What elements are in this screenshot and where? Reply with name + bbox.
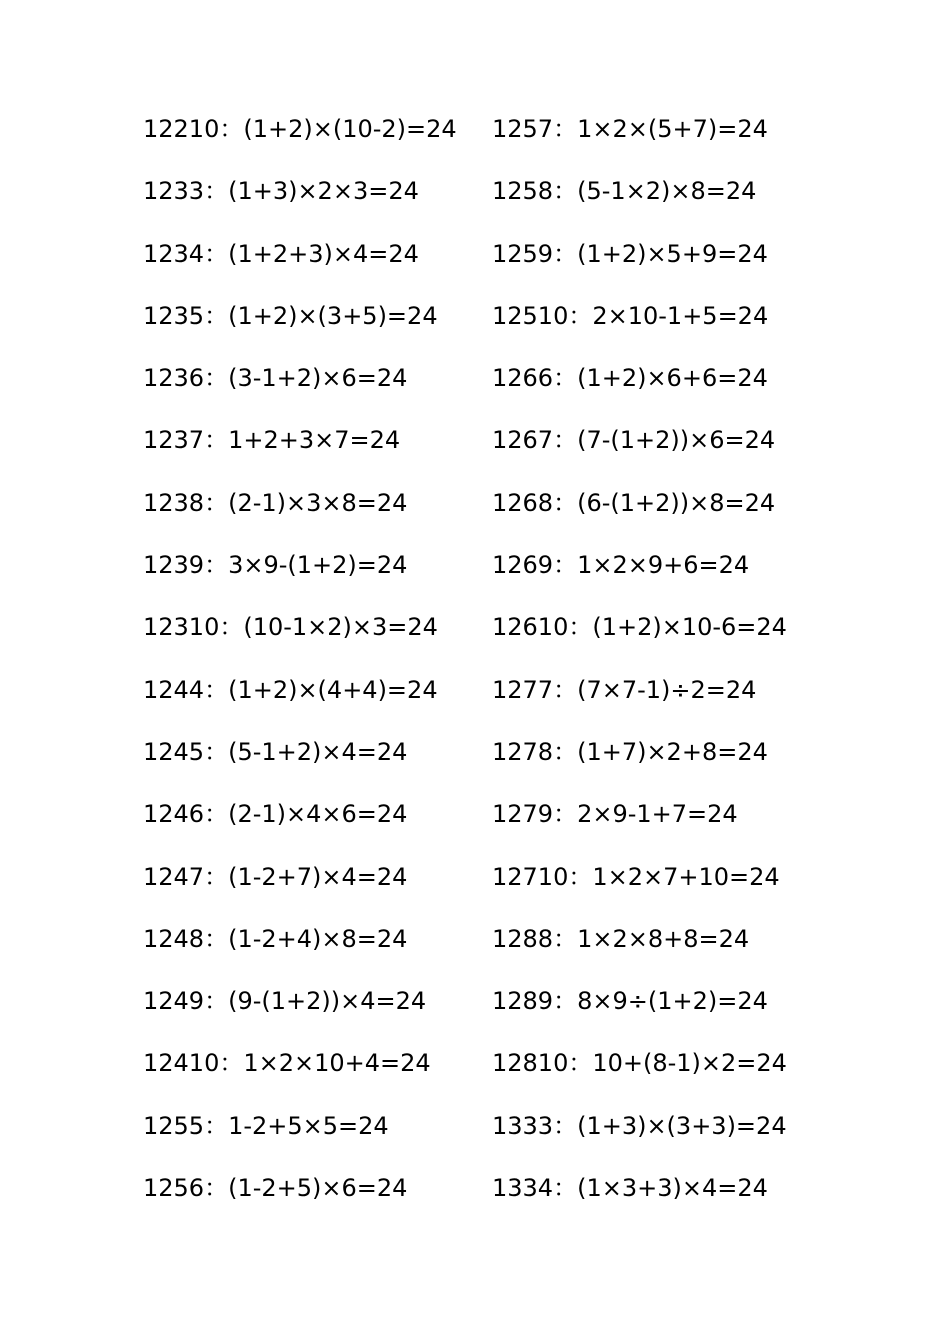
equation-line: 1257：1×2×(5+7)=24 xyxy=(492,115,768,143)
right-column xyxy=(492,110,787,1231)
equation-line: 1234：(1+2+3)×4=24 xyxy=(143,239,419,268)
equation-line: 1334：(1×3+3)×4=24 xyxy=(492,1174,768,1203)
equation-line: 1277：(7×7-1)÷2=24 xyxy=(492,675,757,704)
equation-line: 1268：(6-(1+2))×8=24 xyxy=(492,488,776,517)
equation-line: 12410：1×2×10+4=24 xyxy=(143,1049,431,1078)
equation-line: 12610：(1+2)×10-6=24 xyxy=(492,613,787,642)
equation-line: 1235：(1+2)×(3+5)=24 xyxy=(143,301,438,330)
equation-line: 12810：10+(8-1)×2=24 xyxy=(492,1049,787,1078)
equation-line: 1236：(3-1+2)×6=24 xyxy=(143,364,408,393)
equation-line: 12310：(10-1×2)×3=24 xyxy=(143,613,438,642)
equation-line: 1289：8×9÷(1+2)=24 xyxy=(492,987,768,1016)
equation-line: 1247：(1-2+7)×4=24 xyxy=(143,862,408,891)
equation-line: 1233：(1+3)×2×3=24 xyxy=(143,177,419,206)
equation-line: 1278：(1+7)×2+8=24 xyxy=(492,737,768,766)
equation-line: 1333：(1+3)×(3+3)=24 xyxy=(492,1111,787,1140)
equation-line: 1267：(7-(1+2))×6=24 xyxy=(492,426,776,455)
equation-line: 1279：2×9-1+7=24 xyxy=(492,800,738,829)
equation-line: 12710：1×2×7+10=24 xyxy=(492,862,780,891)
equation-line: 1256：(1-2+5)×6=24 xyxy=(143,1174,408,1203)
equation-line: 1245：(5-1+2)×4=24 xyxy=(143,737,408,766)
equation-line: 1244：(1+2)×(4+4)=24 xyxy=(143,675,438,704)
equation-line: 1269：1×2×9+6=24 xyxy=(492,551,750,580)
equation-line: 1258：(5-1×2)×8=24 xyxy=(492,177,757,206)
equation-line: 1238：(2-1)×3×8=24 xyxy=(143,488,408,517)
equation-line: 12510：2×10-1+5=24 xyxy=(492,301,769,330)
equation-line: 1259：(1+2)×5+9=24 xyxy=(492,239,768,268)
equation-line: 1246：(2-1)×4×6=24 xyxy=(143,800,408,829)
equation-line: 1248：(1-2+4)×8=24 xyxy=(143,924,408,953)
equation-line: 1288：1×2×8+8=24 xyxy=(492,924,750,953)
equation-line: 12210：(1+2)×(10-2)=24 xyxy=(143,115,457,143)
left-column xyxy=(143,110,457,1231)
equation-line: 1255：1-2+5×5=24 xyxy=(143,1111,389,1140)
equation-line: 1237：1+2+3×7=24 xyxy=(143,426,401,455)
equation-line: 1266：(1+2)×6+6=24 xyxy=(492,364,768,393)
equation-line: 1239：3×9-(1+2)=24 xyxy=(143,551,408,580)
equation-line: 1249：(9-(1+2))×4=24 xyxy=(143,987,427,1016)
